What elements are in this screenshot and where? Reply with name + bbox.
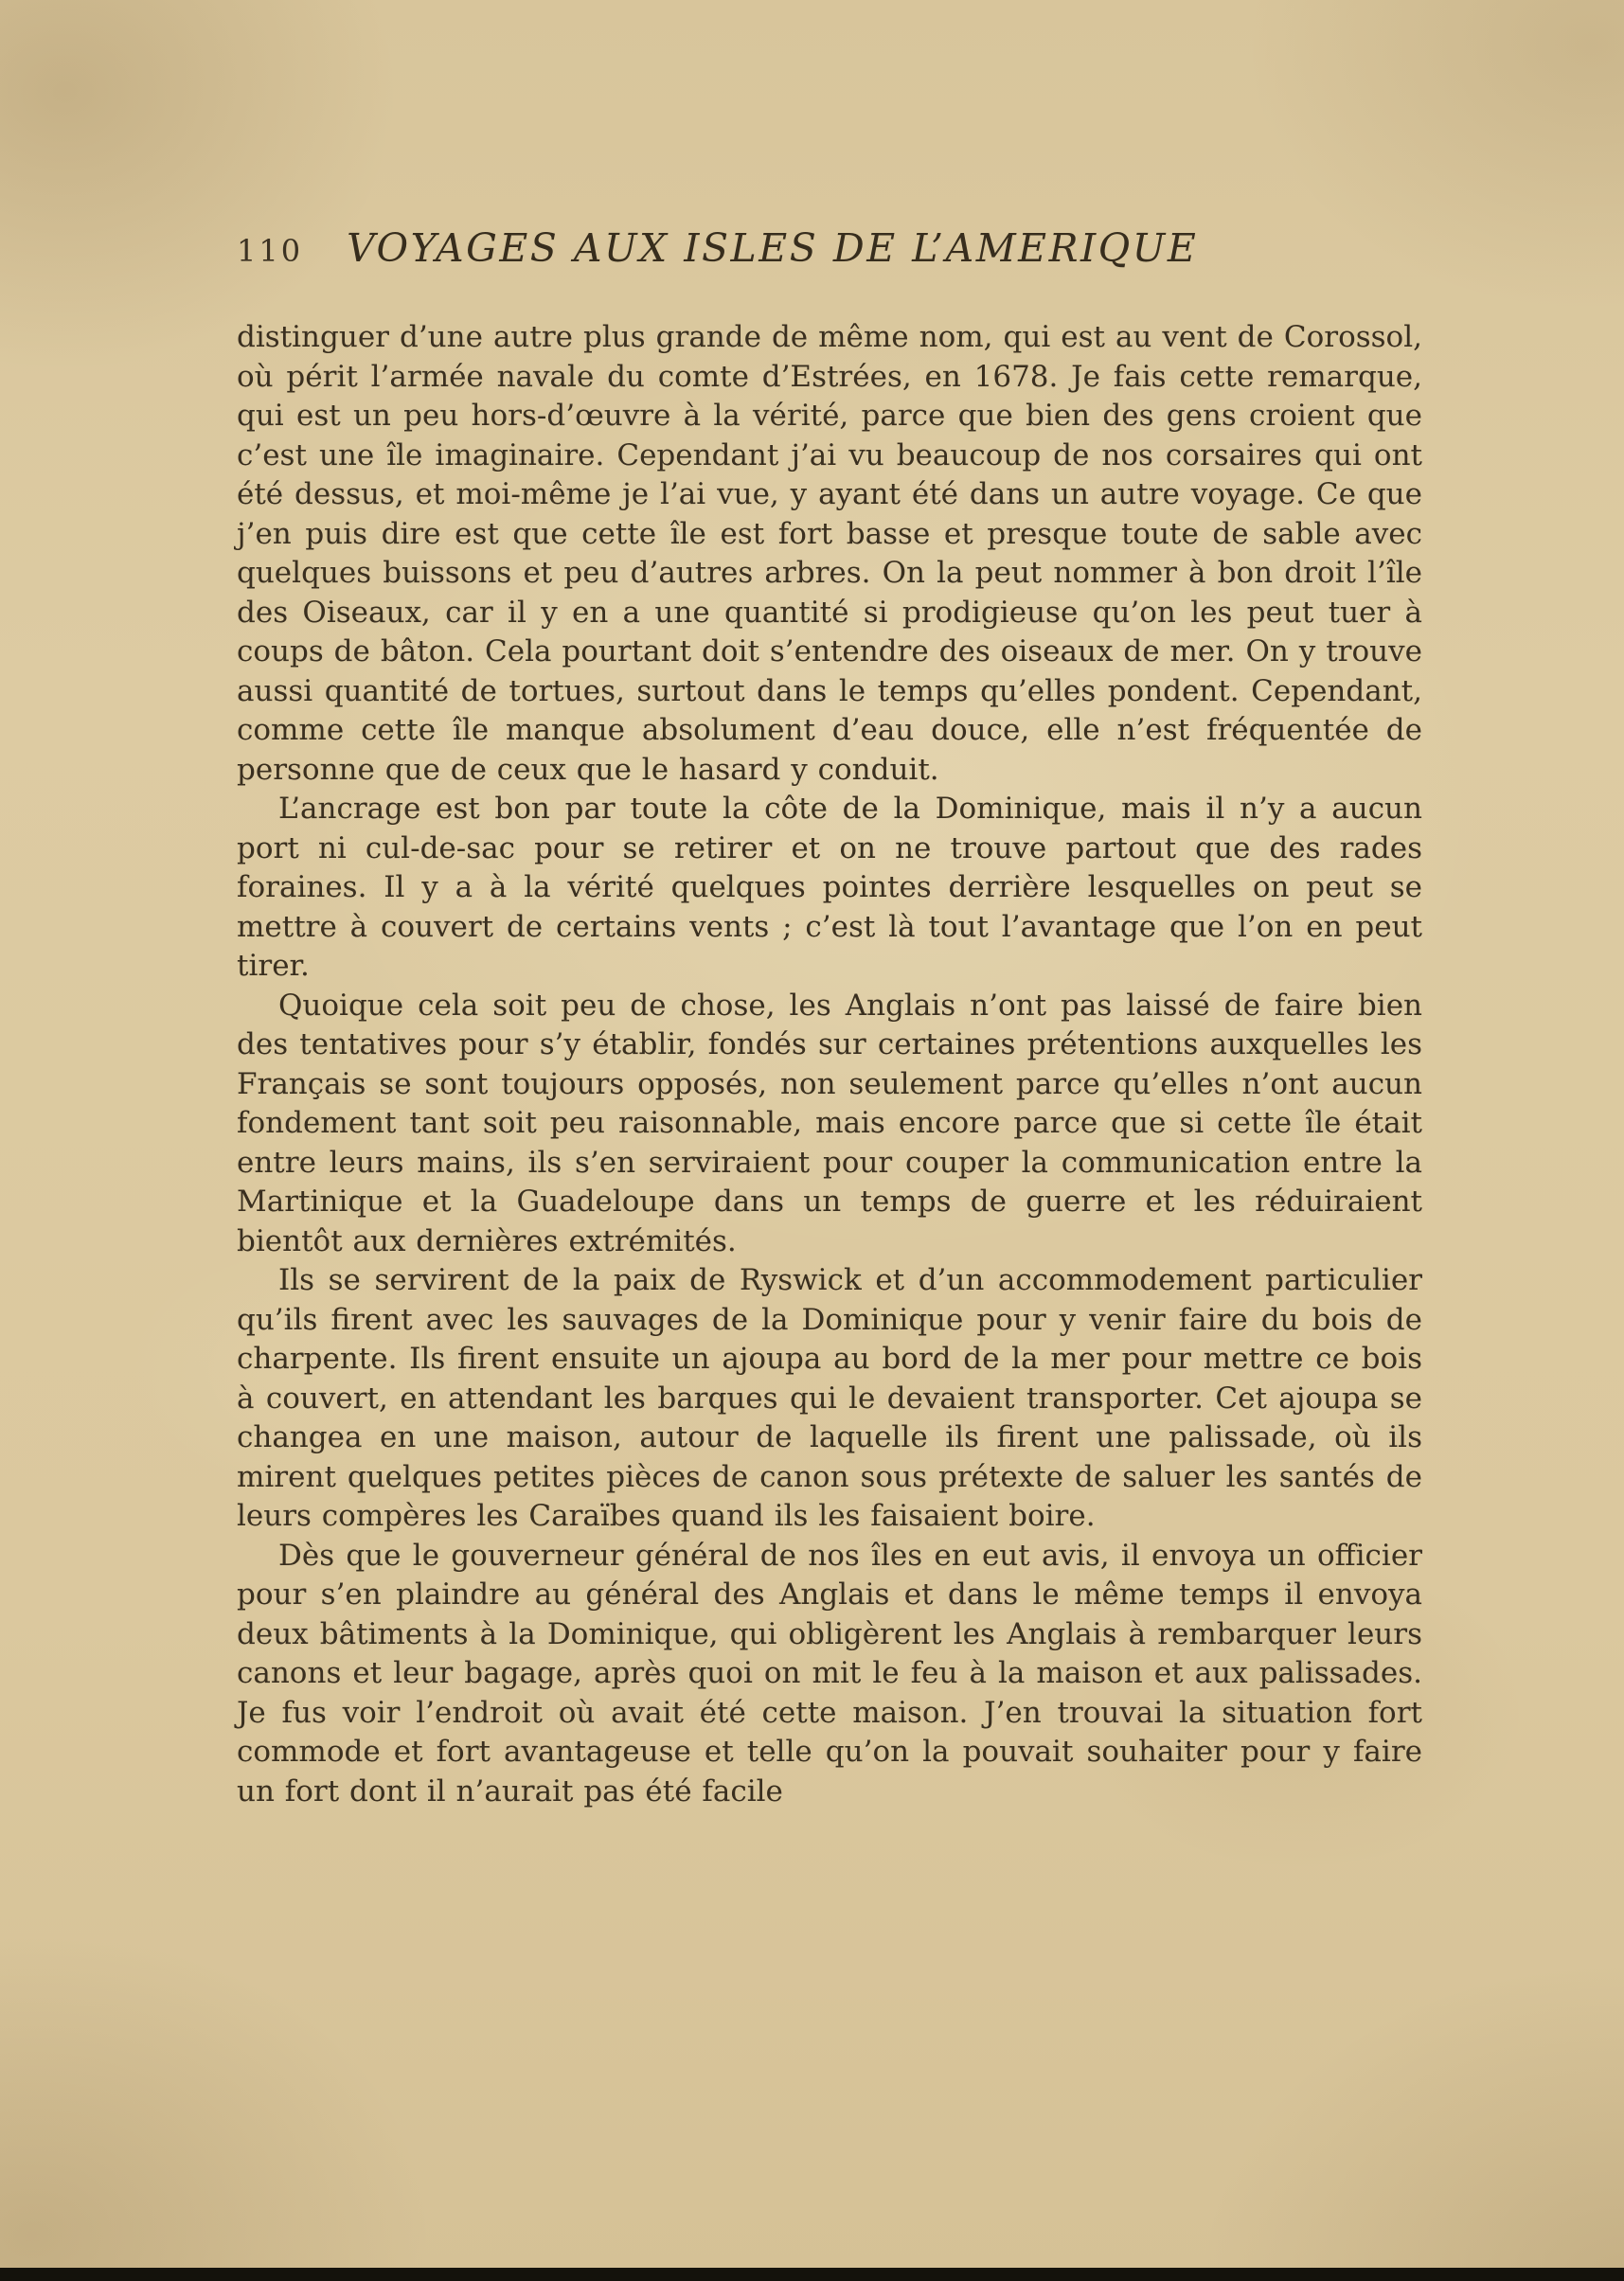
page-title: VOYAGES AUX ISLES DE L’AMERIQUE (347, 225, 1199, 271)
running-header (237, 225, 1420, 271)
paragraph: L’ancrage est bon par toute la côte de la Dominique, mais il n’y a aucun port ni cul-de-sac pour se retirer et on ne trouve partout que des rades foraines. Il y a à la vérité quelques pointes derrière lesquelles on peut se mettre à couvert de certains vents ; c’est là tout l’avantage que l’on en peut tirer. (237, 792, 1422, 983)
scan-edge-shadow (0, 2268, 1624, 2281)
paragraph: distinguer d’une autre plus grande de même nom, qui est au vent de Corossol, où périt l’armée navale du comte d’Estrées, en 1678. Je fais cette remarque, qui est un peu hors-d’œuvre à la vérité, parce que bien des gens croient que c’est une île imaginaire. Cependant j’ai vu beaucoup de nos corsaires qui ont été dessus, et moi-même je l’ai vue, y ayant été dans un autre voyage. Ce que j’en puis dire est que cette île est fort basse et presque toute de sable avec quelques buissons et peu d’autres arbres. On la peut nommer à bon droit l’île des Oiseaux, car il y en a une quantité si prodigieuse qu’on les peut tuer à coups de bâton. Cela pourtant doit s’entendre des oiseaux de mer. On y trouve aussi quantité de tortues, surtout dans le temps qu’elles pondent. Cependant, comme cette île manque absolument d’eau douce, elle n’est fréquentée de personne que de ceux que le hasard y conduit. (237, 320, 1422, 787)
paragraph: Ils se servirent de la paix de Ryswick et d’un accommodement particulier qu’ils firent avec les sauvages de la Dominique pour y venir faire du bois de charpente. Ils firent ensuite un ajoupa au bord de la mer pour mettre ce bois à couvert, en attendant les barques qui le devaient transporter. Cet ajoupa se changea en une maison, autour de laquelle ils firent une palissade, où ils mirent quelques petites pièces de canon sous prétexte de saluer les santés de leurs compères les Caraïbes quand ils les faisaient boire. (237, 1263, 1422, 1533)
paragraph: Quoique cela soit peu de chose, les Anglais n’ont pas laissé de faire bien des tentatives pour s’y établir, fondés sur certaines prétentions auxquelles les Français se sont toujours opposés, non seulement parce qu’elles n’ont aucun fondement tant soit peu raisonnable, mais encore parce que si cette île était entre leurs mains, ils s’en serviraient pour couper la communication entre la Martinique et la Guadeloupe dans un temps de guerre et les réduiraient bientôt aux dernières extrémités. (237, 988, 1422, 1258)
paragraph: Dès que le gouverneur général de nos îles en eut avis, il envoya un officier pour s’en plaindre au général des Anglais et dans le même temps il envoya deux bâtiments à la Dominique, qui obligèrent les Anglais à rembarquer leurs canons et leur bagage, après quoi on mit le feu à la maison et aux palissades. Je fus voir l’endroit où avait été cette maison. J’en trouvai la situation fort commode et fort avantageuse et telle qu’on la pouvait souhaiter pour y faire un fort dont il n’aurait pas été facile (237, 1538, 1422, 1809)
body-text (237, 318, 1422, 1811)
page-number: 110 (237, 233, 304, 269)
